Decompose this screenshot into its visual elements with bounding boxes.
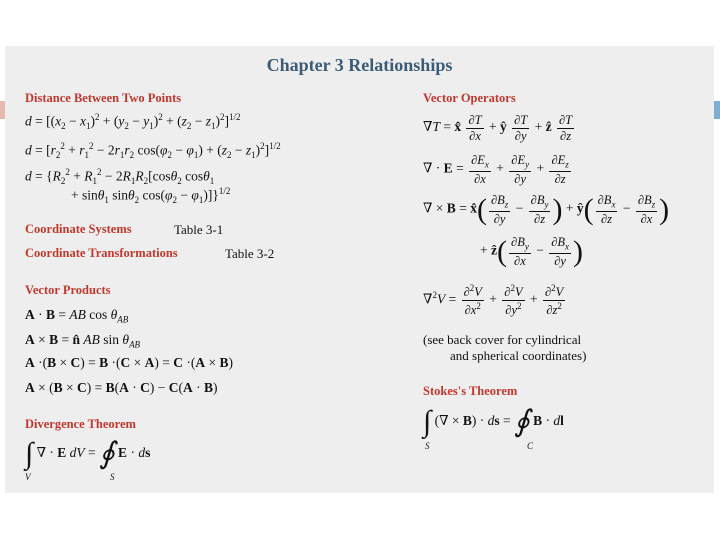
equation-scalar-triple-product: A ·(B × C) = B ·(C × A) = C ·(A × B) <box>25 355 234 370</box>
equation-curl: ∇ × B = x̂( $\frac{\partial B_z}{\partial y}$ − $\frac{\partial B_y}{\partial z}$ ) + ŷ( $\frac{\partial B_x}{\partial z}$ − $\frac{\partial B_z}{\partial x}$ ) <box>423 192 670 226</box>
equation-distance-spherical-cont: + sinθ$_1$ sinθ$_2$ $\cos(\varphi_2 - \varphi_1)]\}^{1/2}$ <box>71 186 231 206</box>
heading-vector-operators: Vector Operators <box>423 91 516 105</box>
integral-limit-s: S <box>110 472 115 482</box>
equation-cross-product: A × B = n̂ AB $\sin \theta_{AB}$ <box>25 332 141 350</box>
heading-coord-transforms: Coordinate Transformations <box>25 246 178 260</box>
note-line-1: (see back cover for cylindrical <box>423 332 582 347</box>
equation-gradient: ∇T = x̂ $\frac{\partial T}{\partial x}$ + ŷ $\frac{\partial T}{\partial y}$ + ẑ $\frac{\partial T}{\partial z}$ <box>423 113 573 143</box>
equation-laplacian: ∇$^2$V = $\frac{\partial^2V}{\partial x^2}$ + $\frac{\partial^2V}{\partial y^2}$ + $\frac{\partial^2V}{\partial z^2}$ <box>423 283 564 317</box>
integral-limit-v: V <box>25 472 31 482</box>
equation-stokes-theorem: ∫ (∇ × B) · ds = ∮ B · dl <box>423 405 564 438</box>
note-line-2: and spherical coordinates) <box>450 348 587 363</box>
formula-sheet <box>5 46 714 493</box>
equation-distance-spherical: $d = \{R_2^2 + R_1^2 - 2R_1R_2[\cos\theta_2$ cosθ$_1$ <box>25 167 215 187</box>
page-title: Chapter 3 Relationships <box>266 55 453 75</box>
ref-table-3-2: Table 3-2 <box>225 246 275 261</box>
heading-coord-systems: Coordinate Systems <box>25 222 132 236</box>
equation-distance-cartesian: $d = [(x_2 - x_1)^2 + (y_2 - y_1)^2 + (z_2 - z_1)^2]^{1/2}$ <box>25 112 241 132</box>
heading-divergence: Divergence Theorem <box>25 417 136 431</box>
equation-distance-cylindrical: $d = [r_2^2 + r_1^2 - 2r_1r_2$ $\cos(\varphi_2 - \varphi_1) + (z_2 - z_1)^2]^{1/2}$ <box>25 141 281 161</box>
heading-vector-products: Vector Products <box>25 283 111 297</box>
integral-limit-s-stokes: S <box>425 441 430 451</box>
ref-table-3-1: Table 3-1 <box>174 222 224 237</box>
equation-divergence: ∇ · E = $\frac{\partial E_x}{\partial x}$ + $\frac{\partial E_y}{\partial y}$ + $\frac{\partial E_z}{\partial z}$ <box>423 153 569 186</box>
equation-vector-triple-product: A × (B × C) = B(A · C) − C(A · B) <box>25 380 218 395</box>
equation-curl-cont: + ẑ( $\frac{\partial B_y}{\partial x}$ − $\frac{\partial B_x}{\partial y}$ ) <box>480 234 584 268</box>
slide-accent-right <box>713 101 720 119</box>
equation-dot-product: A · B = AB $\cos \theta_{AB}$ <box>25 307 129 325</box>
equation-divergence-theorem: ∫ ∇ · E dV = ∮ E · ds <box>25 437 151 470</box>
integral-limit-c: C <box>527 441 534 451</box>
heading-stokes: Stokes's Theorem <box>423 384 518 398</box>
heading-distance: Distance Between Two Points <box>25 91 182 105</box>
